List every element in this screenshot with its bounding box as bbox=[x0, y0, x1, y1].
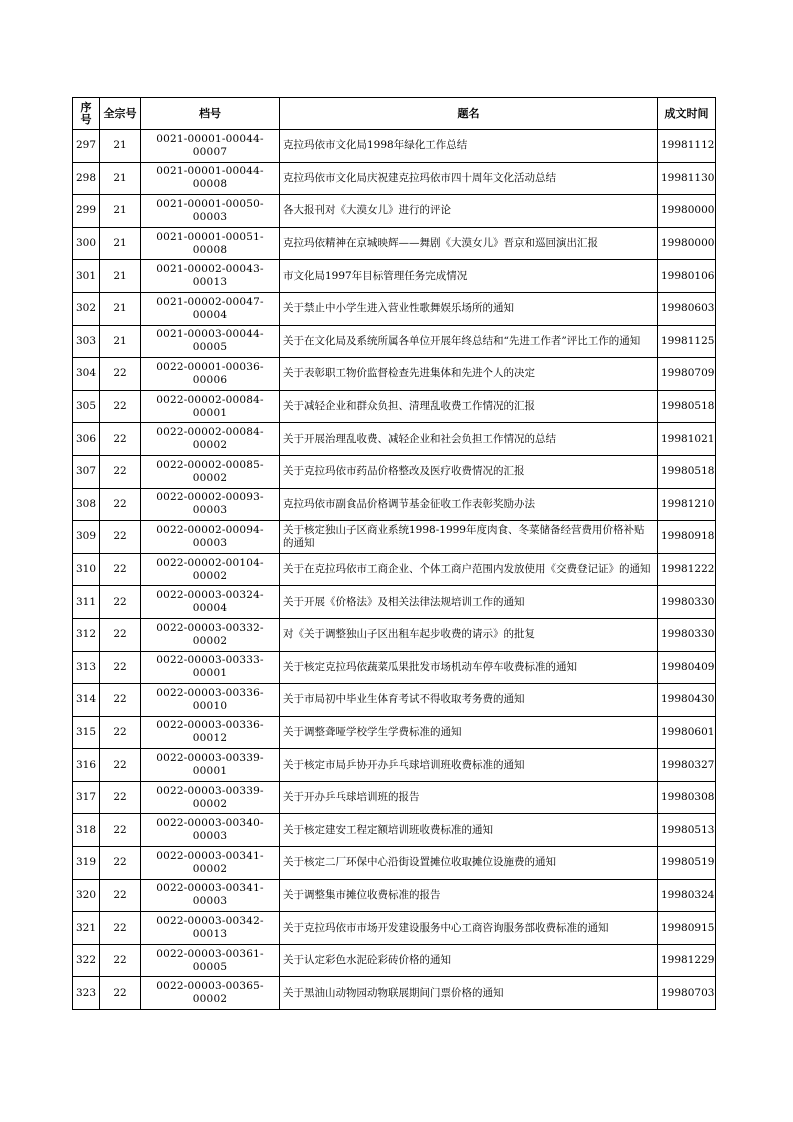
table-row bbox=[73, 521, 716, 554]
cell-seq: 310 bbox=[73, 553, 100, 586]
table-row bbox=[73, 162, 716, 195]
table-row bbox=[73, 358, 716, 391]
cell-title: 克拉玛依市文化局庆祝建克拉玛依市四十周年文化活动总结 bbox=[280, 162, 658, 195]
cell-file-no: 0021-00001-00044-00008 bbox=[141, 162, 280, 195]
cell-date: 19980915 bbox=[658, 912, 716, 945]
cell-file-no: 0022-00003-00333-00001 bbox=[141, 651, 280, 684]
cell-fonds: 22 bbox=[100, 358, 141, 391]
header-seq: 序号 bbox=[73, 98, 100, 130]
cell-title: 对《关于调整独山子区出租车起步收费的请示》的批复 bbox=[280, 618, 658, 651]
cell-file-no: 0021-00002-00043-00013 bbox=[141, 260, 280, 293]
cell-file-no: 0022-00002-00104-00002 bbox=[141, 553, 280, 586]
cell-date: 19980513 bbox=[658, 814, 716, 847]
cell-date: 19981222 bbox=[658, 553, 716, 586]
cell-fonds: 21 bbox=[100, 227, 141, 260]
cell-date: 19980409 bbox=[658, 651, 716, 684]
cell-date: 19980430 bbox=[658, 684, 716, 717]
cell-fonds: 21 bbox=[100, 325, 141, 358]
cell-title: 关于调整集市摊位收费标准的报告 bbox=[280, 879, 658, 912]
cell-file-no: 0021-00001-00044-00007 bbox=[141, 130, 280, 163]
header-date: 成文时间 bbox=[658, 98, 716, 130]
table-row bbox=[73, 423, 716, 456]
cell-file-no: 0021-00003-00044-00005 bbox=[141, 325, 280, 358]
cell-file-no: 0022-00003-00339-00001 bbox=[141, 749, 280, 782]
cell-title: 关于市局初中毕业生体育考试不得收取考务费的通知 bbox=[280, 684, 658, 717]
table-row bbox=[73, 847, 716, 880]
cell-fonds: 22 bbox=[100, 749, 141, 782]
table-row bbox=[73, 749, 716, 782]
cell-file-no: 0022-00003-00341-00003 bbox=[141, 879, 280, 912]
cell-title: 关于开办乒乓球培训班的报告 bbox=[280, 781, 658, 814]
cell-date: 19980519 bbox=[658, 847, 716, 880]
cell-file-no: 0022-00003-00340-00003 bbox=[141, 814, 280, 847]
cell-seq: 313 bbox=[73, 651, 100, 684]
cell-fonds: 22 bbox=[100, 390, 141, 423]
cell-date: 19981130 bbox=[658, 162, 716, 195]
cell-date: 19981125 bbox=[658, 325, 716, 358]
cell-title: 克拉玛依市副食品价格调节基金征收工作表彰奖励办法 bbox=[280, 488, 658, 521]
cell-seq: 321 bbox=[73, 912, 100, 945]
cell-title: 关于认定彩色水泥砼彩砖价格的通知 bbox=[280, 944, 658, 977]
cell-date: 19980000 bbox=[658, 227, 716, 260]
cell-fonds: 22 bbox=[100, 488, 141, 521]
table-row bbox=[73, 130, 716, 163]
cell-seq: 301 bbox=[73, 260, 100, 293]
table-row bbox=[73, 977, 716, 1010]
cell-seq: 305 bbox=[73, 390, 100, 423]
table-row bbox=[73, 195, 716, 228]
cell-file-no: 0021-00002-00047-00004 bbox=[141, 292, 280, 325]
table-row bbox=[73, 684, 716, 717]
cell-date: 19981021 bbox=[658, 423, 716, 456]
cell-title: 关于克拉玛依市药品价格整改及医疗收费情况的汇报 bbox=[280, 455, 658, 488]
cell-file-no: 0021-00001-00051-00008 bbox=[141, 227, 280, 260]
header-title: 题名 bbox=[280, 98, 658, 130]
cell-date: 19980330 bbox=[658, 586, 716, 619]
cell-title: 克拉玛依市文化局1998年绿化工作总结 bbox=[280, 130, 658, 163]
cell-seq: 312 bbox=[73, 618, 100, 651]
table-row bbox=[73, 586, 716, 619]
cell-seq: 306 bbox=[73, 423, 100, 456]
cell-seq: 317 bbox=[73, 781, 100, 814]
cell-title: 关于黑油山动物园动物联展期间门票价格的通知 bbox=[280, 977, 658, 1010]
header-fonds: 全宗号 bbox=[100, 98, 141, 130]
cell-fonds: 21 bbox=[100, 162, 141, 195]
cell-seq: 320 bbox=[73, 879, 100, 912]
table-row bbox=[73, 618, 716, 651]
cell-seq: 300 bbox=[73, 227, 100, 260]
table-row bbox=[73, 944, 716, 977]
table-row bbox=[73, 553, 716, 586]
table-row bbox=[73, 651, 716, 684]
cell-fonds: 21 bbox=[100, 292, 141, 325]
cell-date: 19980709 bbox=[658, 358, 716, 391]
table-row bbox=[73, 912, 716, 945]
table-row bbox=[73, 227, 716, 260]
cell-title: 关于减轻企业和群众负担、清理乱收费工作情况的汇报 bbox=[280, 390, 658, 423]
table-row bbox=[73, 781, 716, 814]
cell-seq: 302 bbox=[73, 292, 100, 325]
cell-fonds: 22 bbox=[100, 651, 141, 684]
cell-date: 19980603 bbox=[658, 292, 716, 325]
cell-fonds: 22 bbox=[100, 455, 141, 488]
cell-fonds: 21 bbox=[100, 195, 141, 228]
cell-date: 19980703 bbox=[658, 977, 716, 1010]
archive-catalog-table bbox=[72, 97, 716, 1010]
cell-title: 各大报刊对《大漠女儿》进行的评论 bbox=[280, 195, 658, 228]
table-row bbox=[73, 292, 716, 325]
cell-file-no: 0022-00003-00339-00002 bbox=[141, 781, 280, 814]
cell-fonds: 22 bbox=[100, 912, 141, 945]
table-header-row bbox=[73, 98, 716, 130]
cell-fonds: 22 bbox=[100, 977, 141, 1010]
cell-seq: 307 bbox=[73, 455, 100, 488]
cell-fonds: 22 bbox=[100, 879, 141, 912]
table-row bbox=[73, 716, 716, 749]
cell-date: 19980918 bbox=[658, 521, 716, 554]
cell-title: 关于开展治理乱收费、减轻企业和社会负担工作情况的总结 bbox=[280, 423, 658, 456]
table-row bbox=[73, 879, 716, 912]
cell-title: 关于核定建安工程定额培训班收费标准的通知 bbox=[280, 814, 658, 847]
cell-date: 19980330 bbox=[658, 618, 716, 651]
cell-fonds: 22 bbox=[100, 781, 141, 814]
cell-date: 19980518 bbox=[658, 390, 716, 423]
cell-fonds: 22 bbox=[100, 716, 141, 749]
cell-title: 关于开展《价格法》及相关法律法规培训工作的通知 bbox=[280, 586, 658, 619]
cell-fonds: 21 bbox=[100, 260, 141, 293]
table-row bbox=[73, 814, 716, 847]
cell-title: 关于核定独山子区商业系统1998-1999年度肉食、冬菜储备经营费用价格补贴的通知 bbox=[280, 521, 658, 554]
cell-seq: 316 bbox=[73, 749, 100, 782]
cell-date: 19980308 bbox=[658, 781, 716, 814]
cell-title: 市文化局1997年目标管理任务完成情况 bbox=[280, 260, 658, 293]
cell-seq: 309 bbox=[73, 521, 100, 554]
cell-date: 19980324 bbox=[658, 879, 716, 912]
cell-seq: 297 bbox=[73, 130, 100, 163]
cell-date: 19980106 bbox=[658, 260, 716, 293]
cell-title: 关于在克拉玛依市工商企业、个体工商户范围内发放使用《交费登记证》的通知 bbox=[280, 553, 658, 586]
table-row bbox=[73, 390, 716, 423]
cell-seq: 299 bbox=[73, 195, 100, 228]
cell-file-no: 0022-00003-00341-00002 bbox=[141, 847, 280, 880]
cell-file-no: 0022-00003-00324-00004 bbox=[141, 586, 280, 619]
cell-date: 19980000 bbox=[658, 195, 716, 228]
cell-seq: 303 bbox=[73, 325, 100, 358]
table-row bbox=[73, 455, 716, 488]
cell-seq: 318 bbox=[73, 814, 100, 847]
cell-date: 19980327 bbox=[658, 749, 716, 782]
cell-seq: 308 bbox=[73, 488, 100, 521]
cell-title: 关于核定二厂环保中心沿街设置摊位收取摊位设施费的通知 bbox=[280, 847, 658, 880]
cell-file-no: 0022-00002-00085-00002 bbox=[141, 455, 280, 488]
header-file-no: 档号 bbox=[141, 98, 280, 130]
cell-seq: 319 bbox=[73, 847, 100, 880]
cell-title: 关于核定克拉玛依蔬菜瓜果批发市场机动车停车收费标准的通知 bbox=[280, 651, 658, 684]
cell-seq: 311 bbox=[73, 586, 100, 619]
cell-seq: 298 bbox=[73, 162, 100, 195]
cell-title: 关于在文化局及系统所属各单位开展年终总结和“先进工作者”评比工作的通知 bbox=[280, 325, 658, 358]
table-row bbox=[73, 488, 716, 521]
cell-date: 19981112 bbox=[658, 130, 716, 163]
cell-title: 关于禁止中小学生进入营业性歌舞娱乐场所的通知 bbox=[280, 292, 658, 325]
cell-file-no: 0022-00003-00332-00002 bbox=[141, 618, 280, 651]
table-row bbox=[73, 325, 716, 358]
cell-date: 19980518 bbox=[658, 455, 716, 488]
cell-date: 19981210 bbox=[658, 488, 716, 521]
cell-file-no: 0021-00001-00050-00003 bbox=[141, 195, 280, 228]
cell-file-no: 0022-00003-00365-00002 bbox=[141, 977, 280, 1010]
cell-file-no: 0022-00003-00336-00010 bbox=[141, 684, 280, 717]
table-row bbox=[73, 260, 716, 293]
cell-fonds: 22 bbox=[100, 814, 141, 847]
cell-fonds: 22 bbox=[100, 944, 141, 977]
cell-date: 19980601 bbox=[658, 716, 716, 749]
cell-fonds: 22 bbox=[100, 618, 141, 651]
cell-title: 关于核定市局乒协开办乒乓球培训班收费标准的通知 bbox=[280, 749, 658, 782]
cell-fonds: 22 bbox=[100, 684, 141, 717]
cell-seq: 304 bbox=[73, 358, 100, 391]
cell-fonds: 22 bbox=[100, 586, 141, 619]
cell-title: 关于克拉玛依市市场开发建设服务中心工商咨询服务部收费标准的通知 bbox=[280, 912, 658, 945]
cell-fonds: 22 bbox=[100, 423, 141, 456]
cell-file-no: 0022-00003-00361-00005 bbox=[141, 944, 280, 977]
cell-title: 关于调整聋哑学校学生学费标准的通知 bbox=[280, 716, 658, 749]
cell-date: 19981229 bbox=[658, 944, 716, 977]
cell-seq: 322 bbox=[73, 944, 100, 977]
cell-seq: 323 bbox=[73, 977, 100, 1010]
cell-file-no: 0022-00003-00342-00013 bbox=[141, 912, 280, 945]
cell-seq: 315 bbox=[73, 716, 100, 749]
cell-file-no: 0022-00002-00084-00001 bbox=[141, 390, 280, 423]
cell-file-no: 0022-00002-00094-00003 bbox=[141, 521, 280, 554]
cell-file-no: 0022-00002-00093-00003 bbox=[141, 488, 280, 521]
cell-title: 克拉玛依精神在京城映辉——舞剧《大漠女儿》晋京和巡回演出汇报 bbox=[280, 227, 658, 260]
cell-fonds: 22 bbox=[100, 521, 141, 554]
cell-fonds: 22 bbox=[100, 553, 141, 586]
cell-seq: 314 bbox=[73, 684, 100, 717]
cell-file-no: 0022-00003-00336-00012 bbox=[141, 716, 280, 749]
cell-file-no: 0022-00001-00036-00006 bbox=[141, 358, 280, 391]
cell-title: 关于表彰职工物价监督检查先进集体和先进个人的决定 bbox=[280, 358, 658, 391]
cell-fonds: 22 bbox=[100, 847, 141, 880]
cell-file-no: 0022-00002-00084-00002 bbox=[141, 423, 280, 456]
cell-fonds: 21 bbox=[100, 130, 141, 163]
